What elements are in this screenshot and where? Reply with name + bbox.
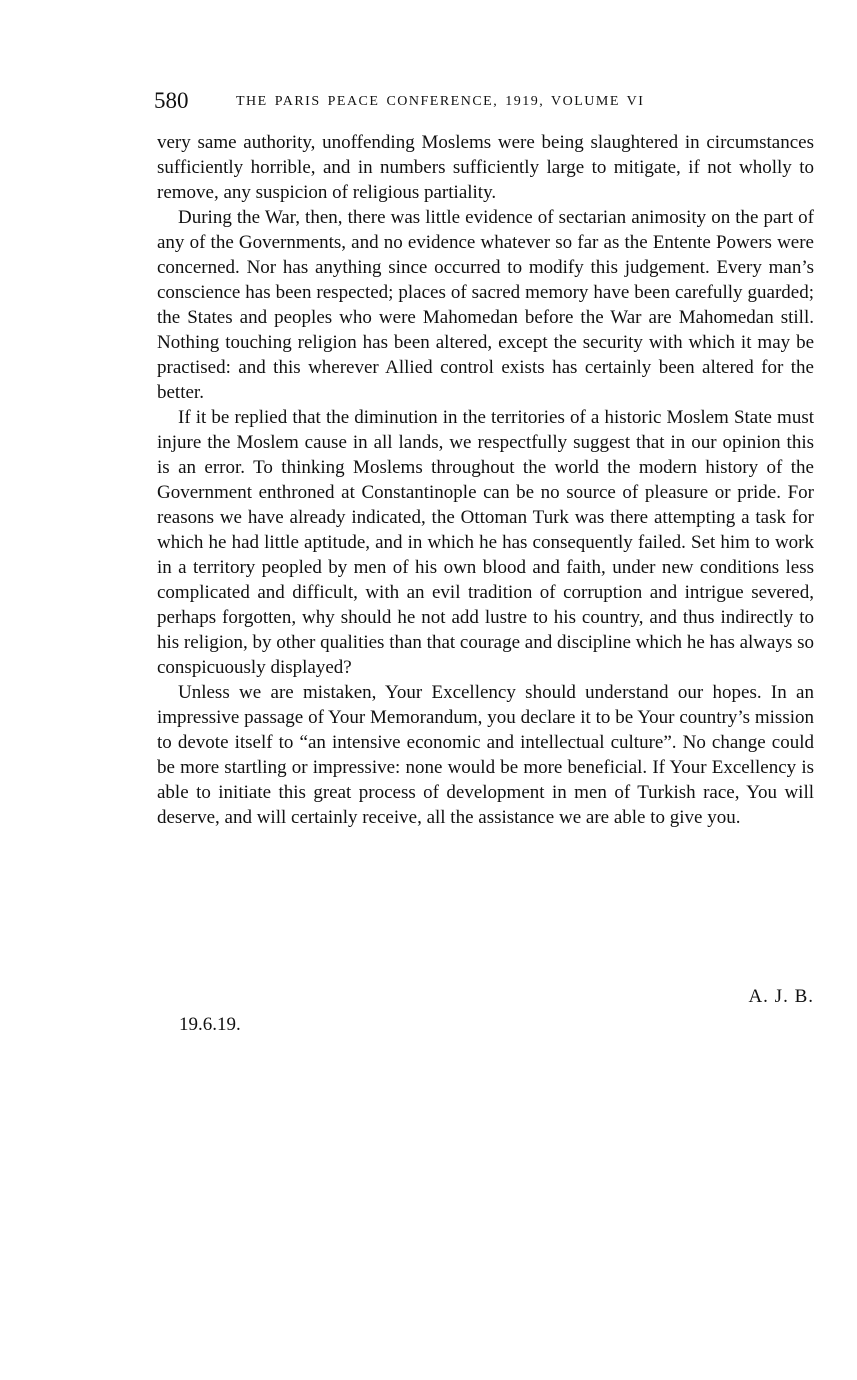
paragraph-moslem-state: If it be replied that the diminution in the territories of a historic Moslem State must injure the Moslem cause in all lands, we respectfully suggest that in our opinion this is an error. To thinking Moslems throughout the world the modern history of the Government enthroned at Constantinople can be no source of pleasure or pride. For reasons we have already indicated, the Ottoman Turk was there attempting a task for which he had little aptitude, and in which he has consequently failed. Set him to work in a territory peopled by men of his own blood and faith, under new conditions less complicated and difficult, with an evil tradition of corruption and intrigue severed, perhaps forgotten, why should he not add lustre to his country, and thus indirectly to his religion, by other qualities than that courage and discipline which he has always so conspicuously displayed? (157, 407, 814, 678)
paragraph-continued: very same authority, unoffending Moslems were being slaughtered in circumstances sufficiently horrible, and in numbers sufficiently large to mitigate, if not wholly to remove, any suspicion of religious partiality. (157, 132, 814, 203)
running-head-title: THE PARIS PEACE CONFERENCE, 1919, VOLUME VI (236, 94, 645, 109)
date-line: 19.6.19. (179, 1014, 241, 1035)
signature: A. J. B. (748, 986, 814, 1007)
body-text (157, 130, 814, 830)
page-number: 580 (154, 88, 189, 113)
paragraph-war-animosity: During the War, then, there was little evidence of sectarian animosity on the part of any of the Governments, and no evidence whatever so far as the Entente Powers were concerned. Nor has anything since occurred to modify this judgement. Every man’s conscience has been respected; places of sacred memory have been carefully guarded; the States and peoples who were Mahomedan before the War are Mahomedan still. Nothing touching religion has been altered, except the security with which it may be practised: and this wherever Allied control exists has certainly been altered for the better. (157, 207, 814, 403)
running-head (154, 86, 814, 116)
paragraph-excellency-hopes: Unless we are mistaken, Your Excellency should understand our hopes. In an impressive passage of Your Memorandum, you declare it to be Your country’s mission to devote itself to “an intensive economic and intellectual culture”. No change could be more startling or impressive: none would be more beneficial. If Your Excellency is able to initiate this great process of development in men of Turkish race, You will deserve, and will certainly receive, all the assistance we are able to give you. (157, 682, 814, 828)
